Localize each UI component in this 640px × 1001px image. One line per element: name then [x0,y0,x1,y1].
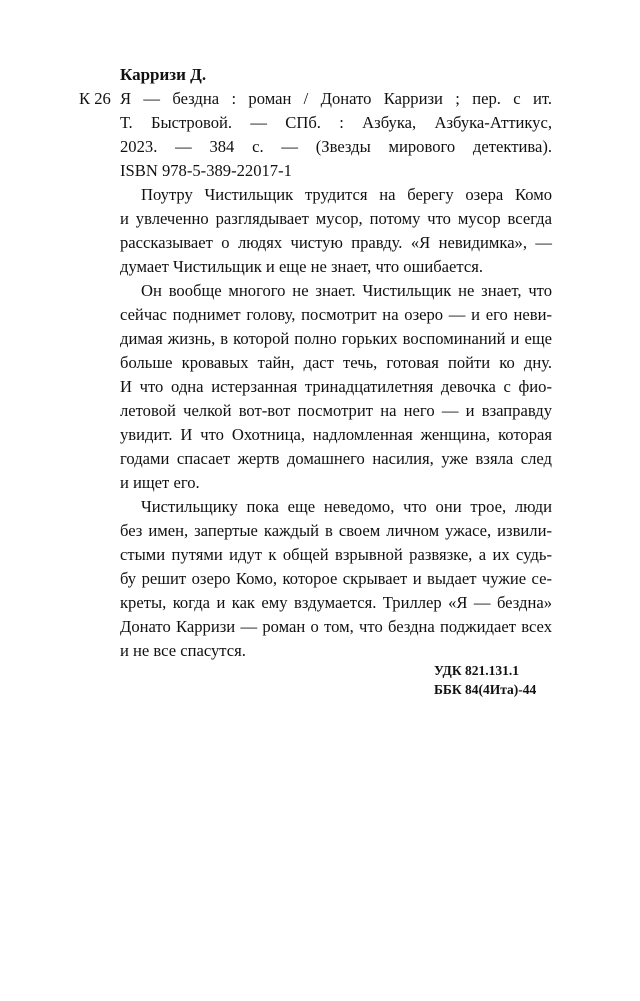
annotation-line: Поутру Чистильщик трудится на берегу озера Комо [141,185,552,204]
annotation-line: увидит. И что Охотница, надломленная женщина, которая [120,425,552,444]
annotation-line: креты, когда и как ему вздумается. Триллер «Я — бездна» [120,593,552,612]
annotation-line: думает Чистильщик и еще не знает, что ошибается. [120,257,484,276]
annotation-line: больше кровавых тайн, даст течь, готовая пойти ко дну. [120,353,552,372]
annotation-line: годами спасает жертв домашнего насилия, уже взяла след [120,449,552,468]
annotation-line: сейчас поднимет голову, посмотрит на озеро — и его неви- [120,305,552,324]
annotation-line: и ищет его. [120,473,200,492]
bbk-code: ББК 84(4Ита)-44 [434,682,537,697]
annotation-line: Чистильщику пока еще неведомо, что они трое, люди [141,497,552,516]
annotation-line: летовой челкой вот-вот посмотрит на него — и взаправду [120,401,552,420]
catalog-code: К 26 [79,89,111,108]
bib-line: Т. Быстровой. — СПб. : Азбука, Азбука-Аттикус, [120,113,552,132]
udk-code: УДК 821.131.1 [434,663,519,678]
annotation-line: без имен, запертые каждый в своем личном ужасе, извили- [120,521,552,540]
annotation-line: и увлеченно разглядывает мусор, потому что мусор всегда [120,209,552,228]
bib-line: 2023. — 384 с. — (Звезды мирового детектива). [120,137,552,156]
bib-line: Я — бездна : роман / Донато Карризи ; пер. с ит. [120,89,552,108]
author-heading: Карризи Д. [120,65,207,84]
annotation-line: И что одна истерзанная тринадцатилетняя девочка с фио- [120,377,552,396]
annotation-line: и не все спасутся. [120,641,246,660]
annotation-line: стыми путями идут к общей взрывной развязке, а их судь- [120,545,552,564]
annotation-line: Он вообще многого не знает. Чистильщик не знает, что [141,281,552,300]
annotation-line: Донато Карризи — роман о том, что бездна поджидает всех [120,617,552,636]
isbn-line: ISBN 978-5-389-22017-1 [120,161,292,180]
annotation-line: бу решит озеро Комо, которое скрывает и выдает чужие се- [120,569,552,588]
annotation-line: рассказывает о людях чистую правду. «Я невидимка», — [120,233,552,252]
annotation-line: димая жизнь, в которой полно горьких воспоминаний и еще [120,329,552,348]
